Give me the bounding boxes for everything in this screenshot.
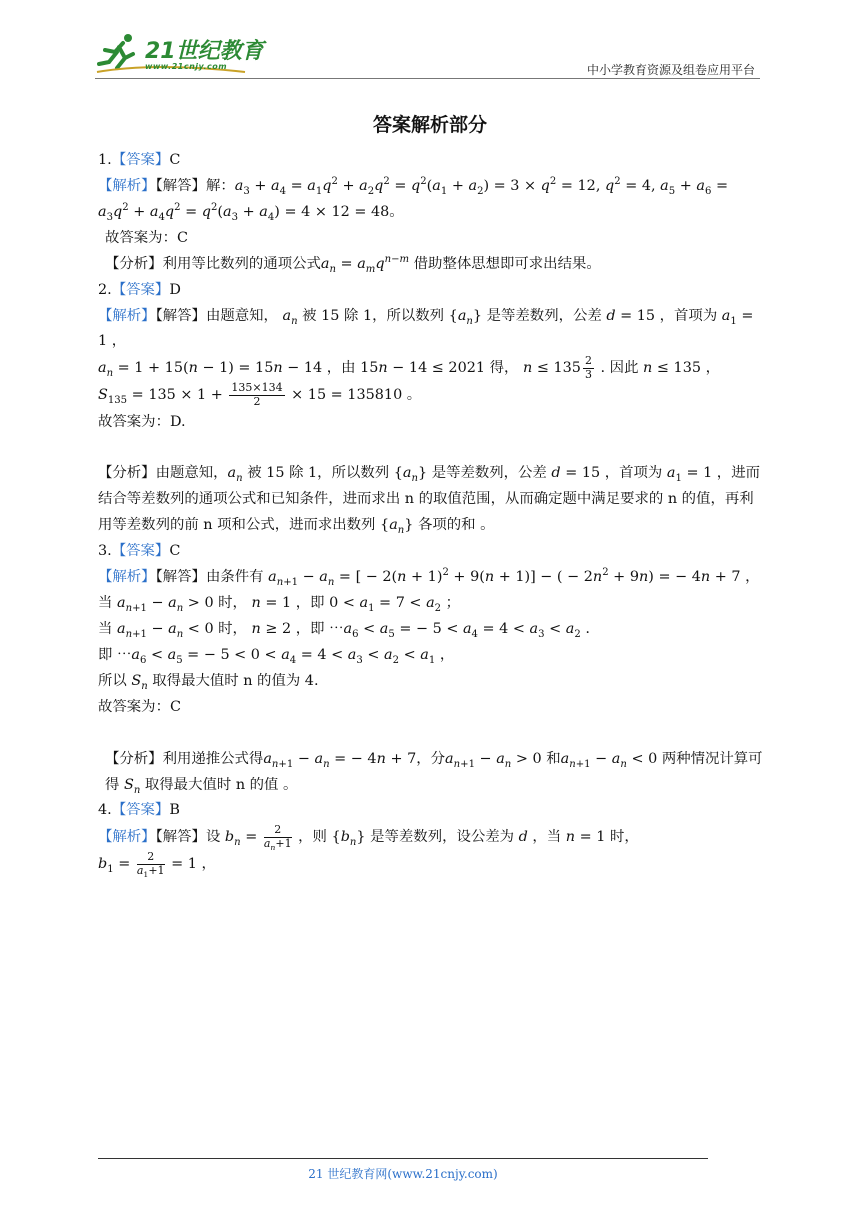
item-1-analysis: 【分析】利用等比数列的通项公式$a_n = a_mq^{n-m}$ 借助整体思想即可求出结果。 xyxy=(105,253,601,275)
item-3-case-1: 当 $a_{n+1} - a_n > 0$ 时， n = 1 ，即 $0 < a_1 = 7 < a_2$ ； xyxy=(98,595,461,614)
item-2-conclusion: 故答案为：D. xyxy=(98,413,186,430)
item-3-solution: 【解析】【解答】由条件有 $a_{n+1} - a_n$ = [ − $2(n + 1)^2 + 9(n + 1)$] − ( − $2n^2 + 9n$) = − 4n + 7 ， xyxy=(98,567,760,588)
item-1-conclusion: 故答案为：C xyxy=(105,229,188,246)
item-1-answer-line: 1.【答案】C xyxy=(98,152,181,168)
item-3-chain: 即 $\cdots a_6 < a_5$ = − $5 < 0 < a_4 = 4 < a_3 < a_2 < a_1$ ， xyxy=(98,646,455,666)
item-3-answer-line: 3.【答案】C xyxy=(98,543,181,560)
item-2-sum: $S_{135} = 135 \times 1$ + $\frac{135\times 134}{2}$ × 15 = 135810 。 xyxy=(98,381,422,409)
logo-url: www.21cnjy.com xyxy=(145,62,228,71)
item-1-solution: 【解析】【解答】解：$a_3 + a_4 = a_1q^2 + a_2q^2 = q^2(a_1 + a_2) = 3 \times q^2 = 12$, $q^2 = 4$, $a_5 + a_6 = a_3q^2 + a_4q^2 = q^2(a_3 + a_4) = 4 \times 12 = 48$。 xyxy=(98,176,729,223)
footer-text: 21 世纪教育网(www.21cnjy.com) xyxy=(308,1167,498,1181)
item-4-solution: 【解析】【解答】设 $b_n$ = $\frac{2}{a_n+1}$ ，则 $\{b_n\}$ 是等差数列，设公差为 d ，当 n = 1 时， xyxy=(98,823,639,853)
item-3-result: 所以 $S_n$ 取得最大值时 n 的值为 4. xyxy=(98,672,319,692)
item-3-analysis: 【分析】利用递推公式得$a_{n+1} - a_n$ = − 4n + 7，分$a_{n+1} - a_n > 0$ 和$a_{n+1} - a_n < 0$ 两种情况计算可得 $S_n$ 取得最大值时 n 的值 。 xyxy=(105,750,763,796)
item-2-analysis: 【分析】由题意知，$a_n$ 被 15 除 1，所以数列 $\{a_n\}$ 是等差数列，公差 d = 15 ，首项为 $a_1 = 1$ ，进而结合等差数列的通项公式和已知条件，进而求出 n 的取值范围，从而确定题中满足要求的 n 的值，再利用等差数列的前 n 项和公式，进而求出数列 $\{a_n\}$ 各项的和 。 xyxy=(98,465,760,537)
logo-text: 21世纪教育 xyxy=(145,39,264,64)
footer-divider xyxy=(98,1158,708,1159)
item-4-answer-line: 4.【答案】B xyxy=(98,802,180,819)
item-2-answer-line: 2.【答案】D xyxy=(98,281,181,298)
page-title: 答案解析部分 xyxy=(372,114,487,136)
item-3-case-2: 当 $a_{n+1} - a_n < 0$ 时， n ≥ 2 ，即 $\cdots a_6 < a_5$ = − $5 < a_4 = 4 < a_3 < a_2$ . xyxy=(98,620,590,640)
answer-content xyxy=(98,148,763,879)
page-header xyxy=(95,30,760,79)
item-2-solution: 【解析】【解答】由题意知， $a_n$ 被 15 除 1，所以数列 $\{a_n\}$ 是等差数列，公差 d = 15 ，首项为 $a_1 = 1$ ， xyxy=(98,307,754,350)
platform-name: 中小学教育资源及组卷应用平台 xyxy=(586,63,755,77)
item-3-conclusion: 故答案为：C xyxy=(98,698,181,715)
item-2-formula: $a_n = 1 + 15(n - 1) = 15n - 14$ ，由 15n − 14 ≤ 2021 得， n ≤ 135 $\frac{2}{3}$ . 因此 n ≤ 135 ， xyxy=(98,354,720,382)
item-4-b1: $b_1$ = $\frac{2}{a_1+1}$ = 1 ， xyxy=(98,850,216,880)
